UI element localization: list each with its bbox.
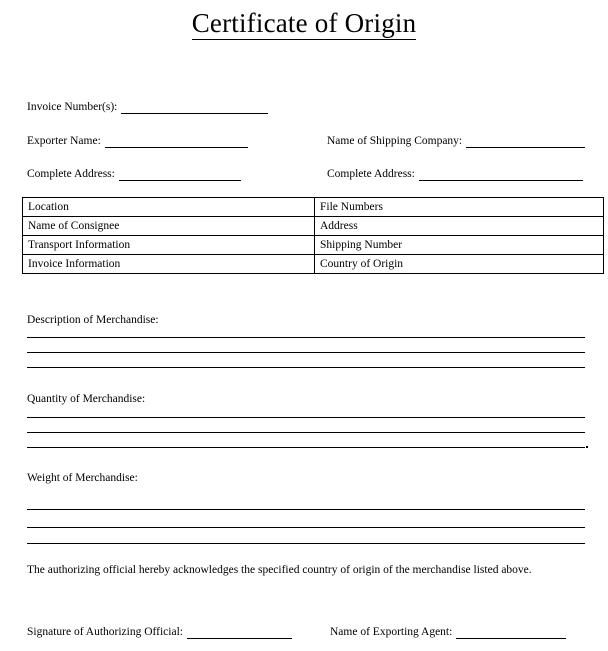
- field-invoice-numbers: [27, 100, 268, 114]
- table-row: [23, 198, 604, 217]
- field-exporting-agent-label: Name of Exporting Agent:: [330, 626, 453, 638]
- field-invoice-numbers-label: Invoice Number(s):: [27, 101, 118, 113]
- field-exporter-name-label: Exporter Name:: [27, 135, 101, 147]
- section-label-description: Description of Merchandise:: [27, 314, 159, 326]
- field-invoice-numbers-input[interactable]: [121, 102, 268, 114]
- table-row: [23, 255, 604, 274]
- table-cell-location: Location: [23, 198, 315, 217]
- field-complete-address-right-input[interactable]: [419, 169, 583, 181]
- table-cell-shipping-number: Shipping Number: [315, 236, 604, 255]
- field-signature-official: [27, 625, 292, 639]
- description-line-3[interactable]: [27, 367, 585, 368]
- table-row: [23, 236, 604, 255]
- page-title-text: Certificate of Origin: [191, 8, 417, 38]
- table-cell-invoice-information: Invoice Information: [23, 255, 315, 274]
- field-complete-address-left-input[interactable]: [119, 169, 241, 181]
- table-cell-country-of-origin: Country of Origin: [315, 255, 604, 274]
- field-signature-official-input[interactable]: [187, 627, 292, 639]
- table-cell-name-of-consignee: Name of Consignee: [23, 217, 315, 236]
- field-complete-address-right-label: Complete Address:: [327, 168, 415, 180]
- field-complete-address-left-label: Complete Address:: [27, 168, 115, 180]
- page-title: [0, 6, 608, 40]
- description-line-1[interactable]: [27, 337, 585, 338]
- field-signature-official-label: Signature of Authorizing Official:: [27, 626, 183, 638]
- field-shipping-company-label: Name of Shipping Company:: [327, 135, 463, 147]
- field-complete-address-left: [27, 167, 241, 181]
- field-exporter-name-input[interactable]: [105, 136, 248, 148]
- table-cell-file-numbers: File Numbers: [315, 198, 604, 217]
- quantity-line-2[interactable]: [27, 432, 585, 433]
- section-label-weight: Weight of Merchandise:: [27, 472, 138, 484]
- quantity-line-3[interactable]: [27, 447, 585, 448]
- weight-line-2[interactable]: [27, 527, 585, 528]
- table-cell-transport-information: Transport Information: [23, 236, 315, 255]
- field-exporting-agent-input[interactable]: [456, 627, 566, 639]
- table-cell-address: Address: [315, 217, 604, 236]
- acknowledgement-text: The authorizing official hereby acknowledges the specified country of origin of the merchandise listed above.: [27, 564, 532, 576]
- section-label-quantity: Quantity of Merchandise:: [27, 393, 146, 405]
- field-shipping-company: [327, 134, 585, 148]
- field-exporting-agent: [330, 625, 566, 639]
- weight-line-3[interactable]: [27, 543, 585, 544]
- weight-line-1[interactable]: [27, 509, 585, 510]
- field-shipping-company-input[interactable]: [466, 136, 585, 148]
- quantity-period-mark: [586, 446, 588, 448]
- field-exporter-name: [27, 134, 248, 148]
- field-complete-address-right: [327, 167, 583, 181]
- description-line-2[interactable]: [27, 352, 585, 353]
- quantity-line-1[interactable]: [27, 417, 585, 418]
- shipment-info-table: [22, 197, 604, 274]
- table-row: [23, 217, 604, 236]
